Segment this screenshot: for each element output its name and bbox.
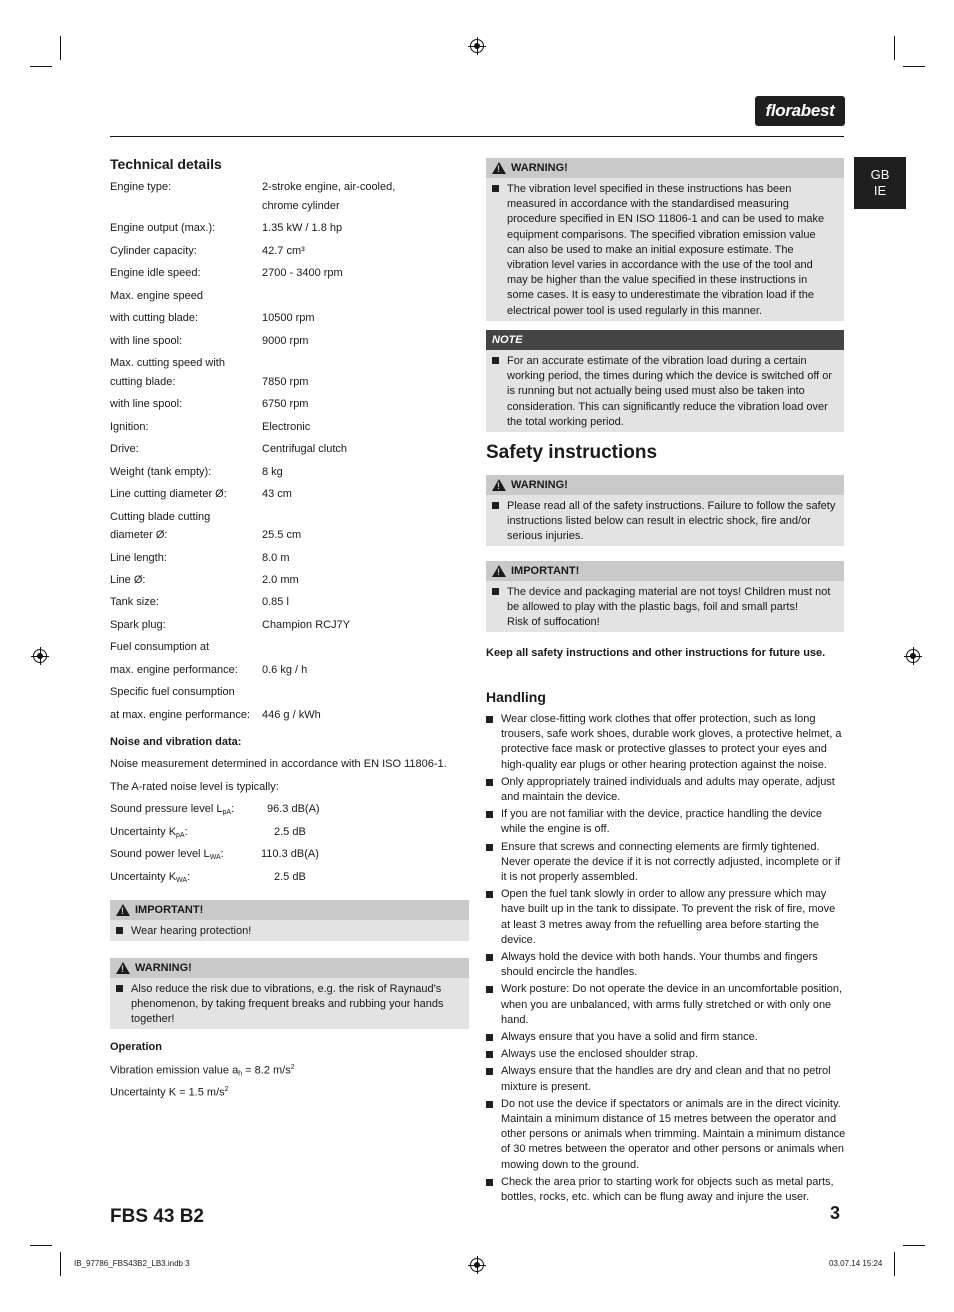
header-rule — [110, 136, 844, 137]
noise-row: Sound pressure level $L_{pA}$: — [110, 803, 235, 816]
noise-value: 2.5 dB — [274, 826, 306, 838]
important-box-2-head: ! IMPORTANT! — [486, 561, 844, 581]
bullet-square-icon — [116, 985, 123, 992]
uncertainty-line: Uncertainty K = 1.5 $m/s^2$ — [110, 1086, 229, 1099]
model-number: FBS 43 B2 — [110, 1206, 204, 1227]
important-box-1 — [110, 900, 469, 941]
spec-label: Max. cutting speed with — [110, 357, 225, 369]
noise-row: Uncertainty $K_{pA}$: — [110, 826, 188, 839]
bullet-square-icon — [486, 891, 493, 898]
spec-label: Specific fuel consumption — [110, 686, 235, 698]
crop-mark — [903, 66, 925, 67]
spec-value: Electronic — [262, 421, 311, 433]
warning-3-text: Please read all of the safety instructions. Failure to follow the safety instructions listed below can result in electric shock, fire and/or serious injuries. — [507, 500, 836, 543]
bullet-square-icon — [486, 716, 493, 723]
warning-2-text: The vibration level specified in these instructions has been measured in accordance with the standardised measuring procedure specified in EN ISO 11806-1 and can be used to make equipment comparisons. The specified vibration emission value can also be used to make an initial exposure estimate. The vibration level varies in accordance with the use of the tool and may be higher than the value specified in these instructions in some cases. It is easy to underestimate the vibration load if the electrical power tool is used regularly in this manner. — [507, 183, 825, 317]
warning-box-3 — [486, 475, 844, 546]
warning-triangle-icon — [492, 162, 506, 174]
spec-value: 8 kg — [262, 466, 283, 478]
keep-instructions-text: Keep all safety instructions and other instructions for future use. — [486, 647, 826, 659]
crop-mark — [894, 1252, 895, 1276]
warning-box-2-head: ! WARNING! — [486, 158, 844, 178]
spec-value: 6750 rpm — [262, 398, 309, 410]
spec-label: with cutting blade: — [110, 312, 199, 324]
important-2-text-2: Risk of suffocation! — [507, 616, 600, 629]
spec-label: with line spool: — [110, 335, 183, 347]
list-item: Work posture: Do not operate the device in an uncomfortable position, when you are unbalanced, with arms fully stretched or with only one hand. — [486, 982, 846, 1028]
noise-value: 110.3 dB(A) — [261, 848, 319, 860]
warning-box-1 — [110, 958, 469, 1029]
spec-label: Engine type: — [110, 181, 172, 193]
bullet-square-icon — [492, 502, 499, 509]
bullet-square-icon — [116, 927, 123, 934]
spec-label: Engine output (max.): — [110, 222, 216, 234]
spec-value: 42.7 cm³ — [262, 245, 305, 257]
warning-box-2 — [486, 158, 844, 321]
slug-file: IB_97786_FBS43B2_LB3.indb 3 — [74, 1259, 190, 1268]
crop-mark — [894, 36, 895, 60]
crop-mark — [60, 1252, 61, 1276]
warning-1-text: Also reduce the risk due to vibrations, e.g. the risk of Raynaud's phenomenon, by taking frequent breaks and rubbing your hands together! — [131, 983, 444, 1026]
operation-heading: Operation — [110, 1041, 162, 1053]
spec-value: 9000 rpm — [262, 335, 309, 347]
crop-mark — [30, 1245, 52, 1246]
bullet-square-icon — [486, 1034, 493, 1041]
spec-value: 2700 - 3400 rpm — [262, 267, 343, 279]
list-item: Ensure that screws and connecting elements are firmly tightened. Never operate the device if it is not correctly adjusted, incomplete or if it is not properly assembled. — [486, 840, 846, 886]
registration-mark-icon — [906, 649, 920, 663]
slug-date: 03.07.14 15:24 — [829, 1259, 883, 1268]
list-item: Do not use the device if spectators or animals are in the direct vicinity. Maintain a minimum distance of 15 metres between the operator and other persons or animals when trimming. Maintain a minimum distance of 30 metres between the operator and other persons or animals when mowing down to the ground. — [486, 1097, 846, 1173]
warning-triangle-icon — [116, 962, 130, 974]
bullet-square-icon — [492, 185, 499, 192]
bullet-square-icon — [492, 588, 499, 595]
page-number: 3 — [830, 1203, 841, 1223]
spec-label: Ignition: — [110, 421, 149, 433]
crop-mark — [60, 36, 61, 60]
registration-mark-icon — [33, 649, 47, 663]
lang-gb: GB — [870, 167, 890, 182]
bullet-square-icon — [486, 954, 493, 961]
spec-label: Max. engine speed — [110, 290, 203, 302]
spec-label: Fuel consumption at — [110, 641, 210, 653]
bullet-square-icon — [486, 986, 493, 993]
spec-value: Champion RCJ7Y — [262, 619, 351, 631]
spec-label: Tank size: — [110, 596, 159, 608]
important-1-text: Wear hearing protection! — [131, 925, 252, 937]
crop-mark — [30, 66, 52, 67]
registration-mark-icon — [470, 39, 484, 53]
spec-label: cutting blade: — [110, 376, 176, 388]
spec-label: Spark plug: — [110, 619, 166, 631]
spec-label: Drive: — [110, 443, 139, 455]
spec-value: chrome cylinder — [262, 200, 340, 212]
list-item: If you are not familiar with the device, practice handling the device while the engine is off. — [486, 807, 846, 837]
spec-value: 7850 rpm — [262, 376, 309, 388]
list-item: Only appropriately trained individuals and adults may operate, adjust and maintain the device. — [486, 775, 846, 805]
spec-label: Cutting blade cutting — [110, 511, 211, 523]
spec-value: 446 g / kWh — [262, 709, 321, 721]
spec-value: 1.35 kW / 1.8 hp — [262, 222, 343, 234]
spec-label: Line Ø: — [110, 574, 146, 586]
bullet-square-icon — [486, 844, 493, 851]
language-tab — [854, 157, 906, 209]
important-box-2 — [486, 561, 844, 632]
bullet-square-icon — [486, 1101, 493, 1108]
spec-value: 0.85 l — [262, 596, 289, 608]
bullet-square-icon — [486, 811, 493, 818]
noise-text-2: The A-rated noise level is typically: — [110, 781, 279, 793]
list-item: Check the area prior to starting work for objects such as metal parts, bottles, rocks, etc. which can be flung away and injure the user. — [486, 1175, 846, 1205]
spec-value: 8.0 m — [262, 552, 290, 564]
spec-label: Engine idle speed: — [110, 267, 201, 279]
warning-triangle-icon — [492, 565, 506, 577]
spec-value: 0.6 kg / h — [262, 664, 308, 676]
spec-label: diameter Ø: — [110, 529, 168, 541]
important-box-1-head: ! IMPORTANT! — [110, 900, 469, 920]
note-box-head: NOTE — [486, 330, 844, 350]
brand-logo: florabest — [755, 96, 845, 126]
spec-value: 2-stroke engine, air-cooled, — [262, 181, 396, 193]
crop-mark — [903, 1245, 925, 1246]
list-item: Open the fuel tank slowly in order to allow any pressure which may have built up in the tank to dissipate. To prevent the risk of fire, move at least 3 metres away from the refuelling area before starting the device. — [486, 887, 846, 948]
spec-label: at max. engine performance: — [110, 709, 251, 721]
registration-mark-icon — [470, 1258, 484, 1272]
spec-label: with line spool: — [110, 398, 183, 410]
noise-value: 2.5 dB — [274, 871, 306, 883]
note-box — [486, 330, 844, 432]
bullet-square-icon — [486, 779, 493, 786]
list-item: Always hold the device with both hands. Your thumbs and fingers should encircle the handles. — [486, 950, 846, 980]
list-item: Wear close-fitting work clothes that offer protection, such as long trousers, safe work shoes, durable work gloves, a protective helmet, a protective face mask or protective glasses to protect your eyes and high-quality ear plugs or other hearing protection against the noise. — [486, 712, 846, 773]
bullet-square-icon — [486, 1051, 493, 1058]
list-item: Always ensure that you have a solid and firm stance. — [486, 1030, 846, 1045]
list-item: Always use the enclosed shoulder strap. — [486, 1047, 846, 1062]
spec-label: max. engine performance: — [110, 664, 238, 676]
spec-value: 2.0 mm — [262, 574, 299, 586]
noise-value: 96.3 dB(A) — [267, 803, 320, 815]
vibration-emission-line: Vibration emission value $a_h = 8.2$ $m/s^2$ — [110, 1064, 295, 1078]
spec-value: 43 cm — [262, 488, 292, 500]
spec-value: 10500 rpm — [262, 312, 315, 324]
warning-box-1-head: ! WARNING! — [110, 958, 469, 978]
bullet-square-icon — [486, 1068, 493, 1075]
noise-row: Uncertainty $K_{WA}$: — [110, 871, 191, 884]
bullet-square-icon — [492, 357, 499, 364]
noise-heading: Noise and vibration data: — [110, 736, 242, 748]
noise-text-1: Noise measurement determined in accordance with EN ISO 11806-1. — [110, 758, 447, 770]
spec-label: Weight (tank empty): — [110, 466, 212, 478]
important-2-text: The device and packaging material are not toys! Children must not be allowed to play with the plastic bags, foil and small parts! — [507, 586, 831, 614]
warning-triangle-icon — [116, 904, 130, 916]
safety-instructions-heading: Safety instructions — [486, 442, 658, 463]
noise-row: Sound power level $L_{WA}$: — [110, 848, 224, 861]
warning-triangle-icon — [492, 479, 506, 491]
spec-label: Line length: — [110, 552, 167, 564]
spec-label: Line cutting diameter Ø: — [110, 488, 227, 500]
handling-heading: Handling — [486, 689, 546, 705]
handling-list — [486, 712, 846, 1207]
bullet-square-icon — [486, 1179, 493, 1186]
spec-value: Centrifugal clutch — [262, 443, 347, 455]
spec-label: Cylinder capacity: — [110, 245, 197, 257]
spec-value: 25.5 cm — [262, 529, 302, 541]
technical-details-heading: Technical details — [110, 156, 222, 172]
warning-box-3-head: ! WARNING! — [486, 475, 844, 495]
lang-ie: IE — [873, 183, 887, 198]
list-item: Always ensure that the handles are dry and clean and that no petrol mixture is present. — [486, 1064, 846, 1094]
note-text: For an accurate estimate of the vibration load during a certain working period, the times during which the device is switched off or is running but not actually being used must also be taken into consideration. This can significantly reduce the vibration load over the total working period. — [507, 355, 833, 428]
